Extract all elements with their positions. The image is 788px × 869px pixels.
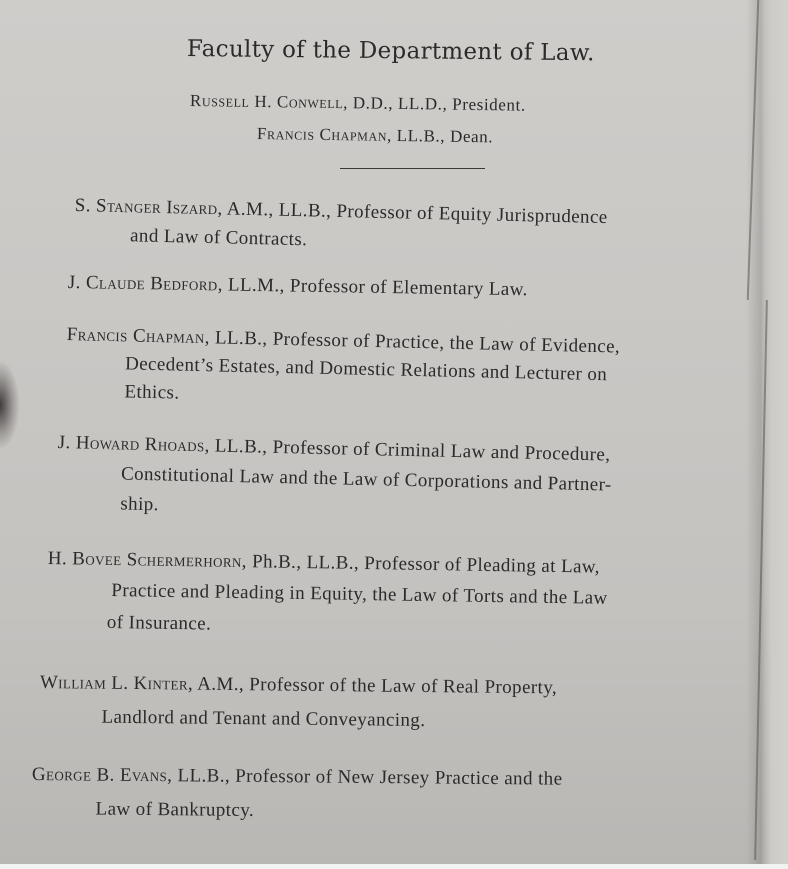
officer-president — [190, 91, 526, 116]
faculty-line: , LL.B., Professor of Practice, the Law of Evidence, — [204, 327, 621, 358]
faculty-name: William L. Kinter — [39, 672, 189, 695]
faculty-line: , LL.B., Professor of Criminal Law and Procedure, — [204, 435, 611, 466]
faculty-line: , LL.M., Professor of Elementary Law. — [217, 274, 528, 301]
officer-details: , D.D., LL.D., President. — [343, 93, 526, 115]
faculty-name: S. Stanger Iszard — [74, 195, 218, 220]
faculty-line: , LL.B., Professor of New Jersey Practice and the — [167, 765, 563, 790]
officer-name: Francis Chapman — [256, 124, 388, 145]
page-shadow — [0, 360, 20, 450]
faculty-line: ship. — [120, 493, 160, 516]
faculty-line: Landlord and Tenant and Conveyancing. — [101, 706, 426, 732]
page-title: Faculty of the Department of Law. — [186, 36, 595, 67]
faculty-line: Law of Bankruptcy. — [95, 798, 255, 821]
officer-dean — [257, 124, 493, 147]
faculty-line: and Law of Contracts. — [129, 225, 308, 251]
faculty-name: H. Bovee Schermerhorn — [47, 548, 242, 573]
faculty-name: Francis Chapman — [66, 324, 205, 349]
faculty-line: , Ph.B., LL.B., Professor of Pleading at Law, — [241, 551, 601, 578]
faculty-name: George B. Evans — [31, 764, 168, 787]
faculty-line: Constitutional Law and the Law of Corporations and Partner- — [120, 463, 612, 496]
officer-details: , LL.B., Dean. — [386, 125, 494, 147]
faculty-line: , A.M., LL.B., Professor of Equity Jurisprudence — [217, 198, 608, 229]
faculty-line: Decedent’s Estates, and Domestic Relations and Lecturer on — [124, 353, 608, 386]
officer-name: Russell H. Conwell — [189, 91, 344, 113]
faculty-line: Ethics. — [124, 381, 180, 404]
faculty-name: J. Howard Rhoads — [57, 432, 205, 457]
faculty-name: J. Claude Bedford — [67, 272, 218, 296]
faculty-line: , A.M., Professor of the Law of Real Property, — [187, 673, 558, 699]
divider-rule — [340, 168, 485, 169]
faculty-line: Practice and Pleading in Equity, the Law of Torts and the Law — [111, 580, 608, 609]
faculty-line: of Insurance. — [106, 611, 212, 635]
